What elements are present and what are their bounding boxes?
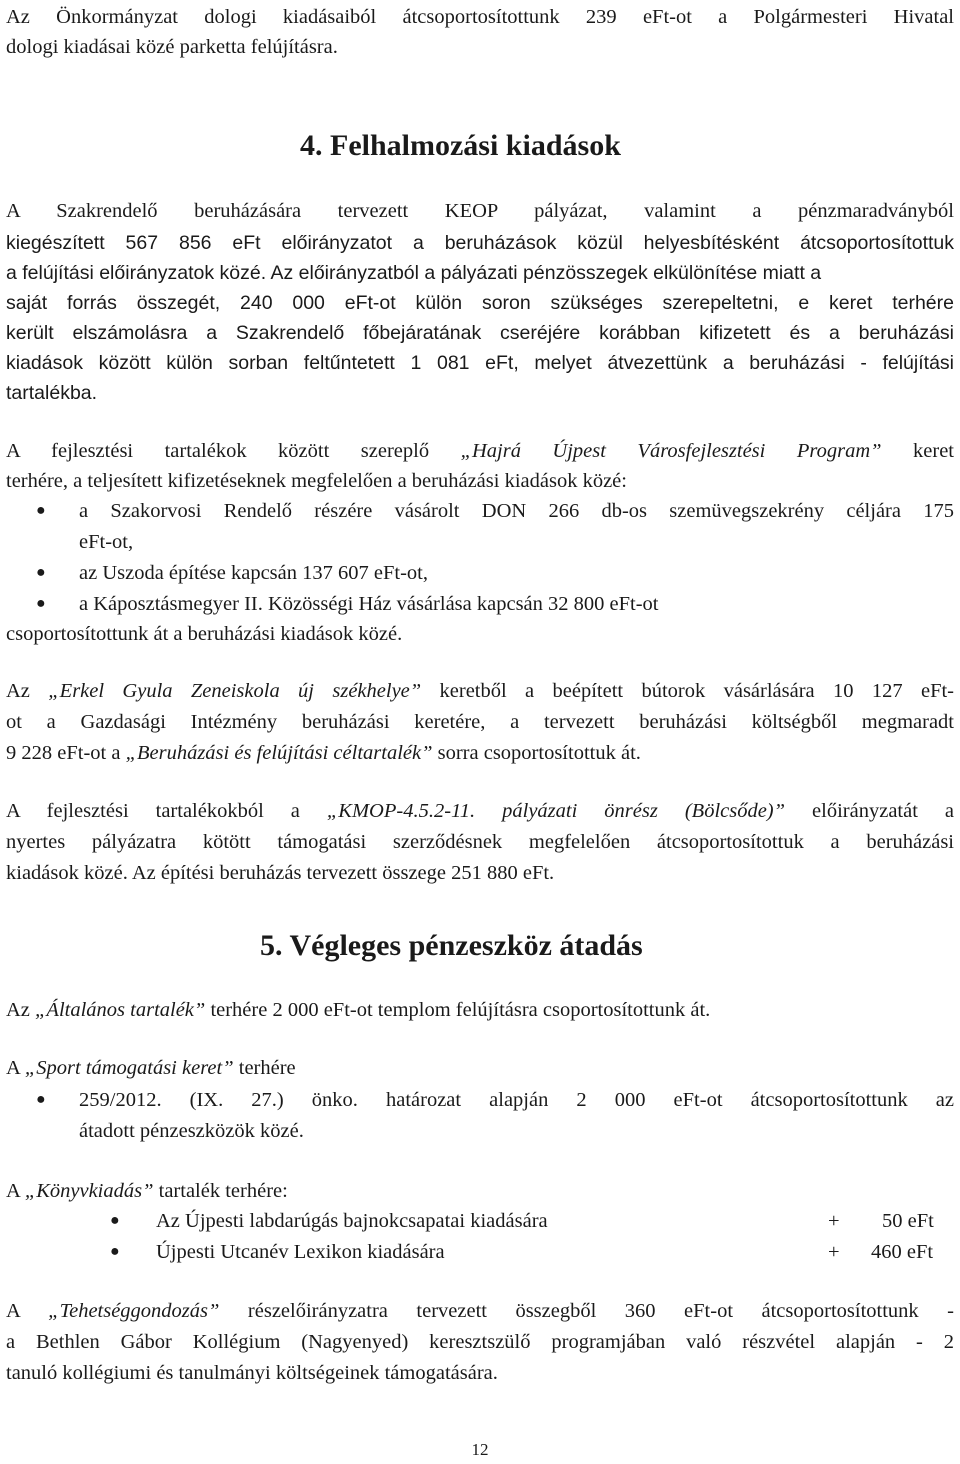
s4-p1-line-7: tartalékba. bbox=[6, 382, 98, 404]
s5-p2-pre: A bbox=[6, 1057, 25, 1079]
s4-p4-post: előirányzatát a bbox=[785, 800, 955, 822]
s5-item-amount: 50 eFt bbox=[882, 1210, 934, 1232]
s4-bullet-1: a Szakorvosi Rendelő részére vásárolt DON 266 db-os szemüvegszekrény céljára 175 bbox=[79, 500, 954, 522]
s4-p1-line-4: saját forrás összegét, 240 000 eFt-ot külön soron szükséges szerepeltetni, e keret terhére bbox=[6, 292, 954, 314]
bullet-icon: ● bbox=[110, 1212, 120, 1229]
s5-p4-line-3: tanuló kollégiumi és tanulmányi költségeinek támogatására. bbox=[6, 1362, 498, 1384]
bullet-icon: ● bbox=[36, 502, 46, 519]
s5-p3-italic: „Könyvkiadás” bbox=[24, 1180, 154, 1202]
s5-p2-bullet-line-1: 259/2012. (IX. 27.) önko. határozat alapján 2 000 eFt-ot átcsoportosítottunk az bbox=[79, 1089, 954, 1111]
s4-bullet-3: a Káposztásmegyer II. Közösségi Ház vásárlása kapcsán 32 800 eFt-ot bbox=[79, 593, 659, 615]
s5-item-label: Az Újpesti labdarúgás bajnokcsapatai kiadására bbox=[156, 1210, 548, 1232]
s4-p2-line-1 bbox=[6, 436, 954, 466]
s4-p1-line-5: került elszámolásra a Szakrendelő főbejáratának cseréjére korábban kifizetett és a beruházási bbox=[6, 322, 954, 344]
s5-p2-italic: „Sport támogatási keret” bbox=[24, 1057, 234, 1079]
s4-p1-line-2: kiegészített 567 856 eFt előirányzatot a beruházások közül helyesbítésként átcsoportosítottuk bbox=[6, 232, 954, 254]
s5-p3-line bbox=[6, 1176, 954, 1206]
s4-p1-line-6: kiadások között külön sorban feltűntetett 1 081 eFt, melyet átvezettünk a beruházási - felújítási bbox=[6, 352, 954, 374]
s4-p3-mid: keretből a beépített bútorok vásárlására 10 127 eFt- bbox=[421, 680, 955, 702]
s5-p3-post: tartalék terhére: bbox=[153, 1180, 288, 1202]
bullet-icon: ● bbox=[110, 1243, 120, 1260]
s5-p4-italic: „Tehetséggondozás” bbox=[48, 1300, 220, 1322]
s4-p2-italic: „Hajrá Újpest Városfejlesztési Program” bbox=[460, 440, 882, 462]
s4-p4-line-3: kiadások közé. Az építési beruházás tervezett összege 251 880 eFt. bbox=[6, 862, 555, 884]
s4-p2-line-2: terhére, a teljesített kifizetéseknek megfelelően a beruházási kiadások közé: bbox=[6, 470, 627, 492]
s4-p3-line3-pre: 9 228 eFt-ot a bbox=[6, 742, 126, 764]
s4-after-bullets: csoportosítottunk át a beruházási kiadások közé. bbox=[6, 623, 403, 645]
s4-p3-line3-post: sorra csoportosítottuk át. bbox=[432, 742, 641, 764]
s4-p1-line-1: A Szakrendelő beruházására tervezett KEOP pályázat, valamint a pénzmaradványból bbox=[6, 200, 954, 222]
section-4-heading: 4. Felhalmozási kiadások bbox=[300, 129, 621, 162]
s4-bullet-2: az Uszoda építése kapcsán 137 607 eFt-ot, bbox=[79, 562, 428, 584]
s5-p4-line-2: a Bethlen Gábor Kollégium (Nagyenyed) keresztszülő programjában való részvétel alapján - 2 bbox=[6, 1331, 954, 1353]
s4-p3-line-2: ot a Gazdasági Intézmény beruházási keretére, a tervezett beruházási költségből megmaradt bbox=[6, 711, 954, 733]
s4-p1-line-3b: Az előirányzatból a pályázati pénzösszegek elkülönítése miatt a bbox=[266, 262, 822, 284]
s4-p3-italic1: „Erkel Gyula Zeneiskola új székhelye” bbox=[48, 680, 422, 702]
s5-p2-bullet-line-2: átadott pénzeszközök közé. bbox=[79, 1120, 304, 1142]
bullet-icon: ● bbox=[36, 595, 46, 612]
intro-line-1: Az Önkormányzat dologi kiadásaiból átcsoportosítottunk 239 eFt-ot a Polgármesteri Hivatal bbox=[6, 6, 954, 28]
s5-item-sign: + bbox=[828, 1210, 840, 1232]
bullet-icon: ● bbox=[36, 564, 46, 581]
s4-bullet-1-cont: eFt-ot, bbox=[79, 531, 134, 553]
s4-p4-pre: A fejlesztési tartalékokból a bbox=[6, 800, 327, 822]
s4-p4-line-2: nyertes pályázatra kötött támogatási szerződésnek megfelelően átcsoportosítottuk a beruházási bbox=[6, 831, 954, 853]
s5-item-sign: + bbox=[828, 1241, 840, 1263]
s5-item-amount: 460 eFt bbox=[871, 1241, 934, 1263]
s5-p1-post: terhére 2 000 eFt-ot templom felújításra csoportosítottunk át. bbox=[205, 999, 711, 1021]
s4-p1-line-3a: a felújítási előirányzatok közé. bbox=[6, 262, 267, 284]
s4-p3-line-1 bbox=[6, 676, 954, 706]
s4-p1-line-3 bbox=[6, 258, 954, 288]
s5-p1-italic: „Általános tartalék” bbox=[35, 999, 206, 1021]
s4-p3-pre: Az bbox=[6, 680, 49, 702]
s5-p4-pre: A bbox=[6, 1300, 49, 1322]
bullet-icon: ● bbox=[36, 1091, 46, 1108]
s5-p4-line-1 bbox=[6, 1296, 954, 1326]
s4-p3-italic2: „Beruházási és felújítási céltartalék” bbox=[125, 742, 433, 764]
s5-p2-line bbox=[6, 1053, 954, 1083]
s5-p1-line bbox=[6, 995, 954, 1025]
intro-line-2: dologi kiadásai közé parketta felújításra. bbox=[6, 36, 338, 58]
page-number: 12 bbox=[471, 1440, 489, 1459]
s5-p2-post: terhére bbox=[233, 1057, 296, 1079]
s4-p3-line-3 bbox=[6, 738, 954, 768]
s4-p4-line-1 bbox=[6, 796, 954, 826]
s4-p2-post: keret bbox=[881, 440, 954, 462]
s5-p1-pre: Az bbox=[6, 999, 36, 1021]
s4-p4-italic: „KMOP-4.5.2-11. pályázati önrész (Bölcsőde)” bbox=[326, 800, 786, 822]
s5-item-label: Újpesti Utcanév Lexikon kiadására bbox=[156, 1241, 445, 1263]
s5-p4-post: részelőirányzatra tervezett összegből 360 eFt-ot átcsoportosítottunk - bbox=[219, 1300, 954, 1322]
s4-p2-pre: A fejlesztési tartalékok között szereplő bbox=[6, 440, 461, 462]
section-5-heading: 5. Végleges pénzeszköz átadás bbox=[260, 929, 643, 962]
s5-p3-pre: A bbox=[6, 1180, 25, 1202]
